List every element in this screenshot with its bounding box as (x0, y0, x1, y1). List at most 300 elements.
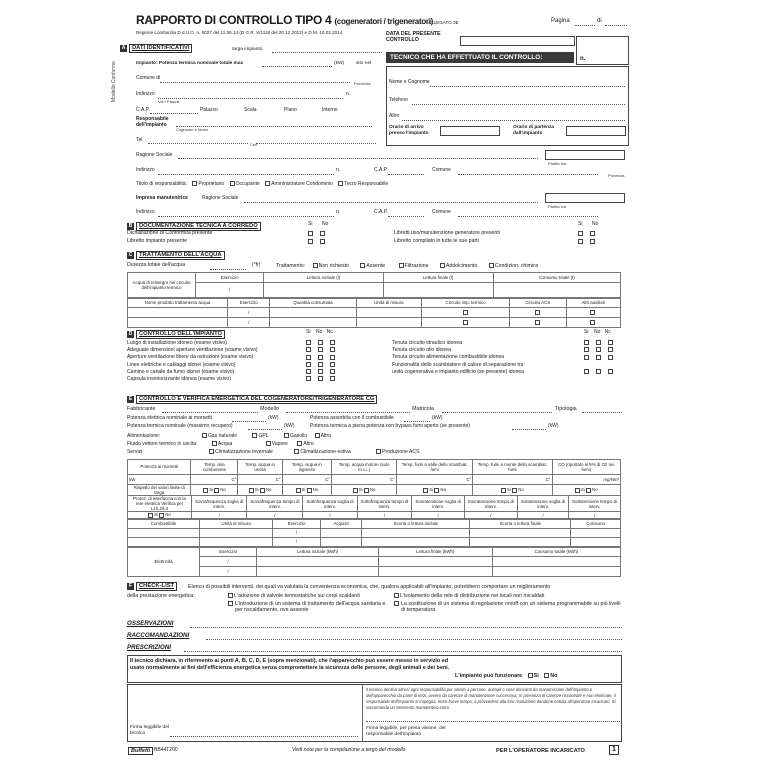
indirizzo-field[interactable] (158, 98, 343, 99)
d3-no[interactable] (318, 355, 323, 360)
elettr-fin-2[interactable] (378, 567, 492, 577)
prodotto-cell-2[interactable] (128, 318, 228, 328)
ragione-field[interactable] (178, 158, 538, 159)
occupante-label: Occupante (235, 180, 260, 187)
d2-no[interactable] (318, 347, 323, 352)
d5-si[interactable] (306, 369, 311, 374)
addolcimento-label: Addolcimento (446, 262, 478, 269)
d3-nc[interactable] (330, 355, 335, 360)
occupante-checkbox[interactable] (230, 181, 235, 186)
comb-unit-2[interactable] (200, 538, 273, 547)
d-right-item-4: Funzionalità dello scambiatore di calore di separazione tra (392, 361, 524, 368)
prot-v-5[interactable]: / (412, 512, 465, 519)
checklist-4-checkbox[interactable] (394, 601, 399, 606)
d10-nc[interactable] (608, 369, 613, 374)
checklist-intro2: della prestazione energetica: (127, 593, 195, 599)
prot-v-7[interactable]: / (517, 512, 568, 519)
d1-nc[interactable] (330, 340, 335, 345)
comb-acq-1[interactable] (320, 529, 362, 538)
d7-no[interactable] (596, 340, 601, 345)
misura-h-2: Temp. acqua in uscita (238, 460, 282, 475)
prot-h-5: Sovratensione soglia di interv. (412, 496, 465, 512)
d4-no[interactable] (318, 362, 323, 367)
assente-checkbox[interactable] (360, 263, 365, 268)
prot-v-6[interactable]: / (464, 512, 517, 519)
regione-note: Regione Lombardia D.d.U.O. n. 5027 del 11.06.14 (D.G.R. X/1118 del 20.12.2013) e D.M. 10.02.2014 (136, 30, 343, 35)
d2-si[interactable] (306, 347, 311, 352)
comb-fin-2[interactable] (470, 538, 571, 547)
prodotto-esercizio-cell-1[interactable]: / (228, 308, 270, 318)
gpl-label: GPL (258, 432, 269, 439)
checklist-3-checkbox[interactable] (394, 593, 399, 598)
d9-si[interactable] (584, 355, 589, 360)
alim-row (127, 433, 331, 440)
interno-label: Interno (322, 107, 338, 113)
d9-nc[interactable] (608, 355, 613, 360)
tecnico-tel-field[interactable] (412, 104, 625, 105)
b-libretto-no[interactable] (320, 239, 325, 244)
reintegro-header: Acqua di reintegro nel circuito dell'impianto termico (128, 273, 196, 298)
quantita-cell-2[interactable] (270, 318, 356, 328)
misura-h-0: Potenza ai morsetti (128, 460, 191, 475)
reintegro-iniziale-cell[interactable] (264, 283, 383, 298)
misura-unit-4[interactable]: C° (332, 475, 397, 485)
comb-ini-2[interactable] (362, 538, 470, 547)
modello-label: Modello (260, 406, 279, 412)
pot-by-label: Potenza termica a piena potenza con bypass fumi aperto (se presente) (310, 423, 470, 429)
d8-nc[interactable] (608, 347, 613, 352)
cognome-label: Cognome e Nome (176, 127, 209, 132)
d7-si[interactable] (584, 340, 589, 345)
amministratore-checkbox[interactable] (265, 181, 270, 186)
acqua-checkbox[interactable] (212, 441, 217, 446)
osservazioni-field[interactable] (190, 627, 622, 628)
fluido-altro-checkbox[interactable] (297, 441, 302, 446)
assente-label: Assente (366, 262, 386, 269)
elettr-cons-2[interactable] (492, 567, 620, 577)
section-e-header (127, 395, 377, 404)
rispetto-2-si-label: Si (254, 487, 259, 493)
pot-ass-field[interactable] (404, 421, 430, 422)
elettricita-table (127, 547, 621, 577)
piano-label: Piano (284, 107, 297, 113)
comb-fin-1[interactable] (470, 529, 571, 538)
page-number: 1 (609, 745, 619, 755)
comb-cell-1[interactable] (128, 529, 200, 538)
cap-label: C.A.P. (136, 107, 150, 113)
d4-si[interactable] (306, 362, 311, 367)
b-uso-no[interactable] (590, 231, 595, 236)
acqua-reintegro-table (127, 272, 621, 298)
prot-h-0: Protez. di interfaccia con la rete elettrica Verifica per L1/L2/L3 (128, 496, 192, 512)
rispetto-6-no-label: No (518, 487, 524, 493)
misura-unit-3[interactable]: C° (282, 475, 331, 485)
comune3-label: Comune (432, 209, 451, 215)
d6-nc[interactable] (330, 376, 335, 381)
d7-nc[interactable] (608, 340, 613, 345)
b-uso-si[interactable] (578, 231, 583, 236)
tecnico-altro-field[interactable] (402, 120, 625, 121)
titolo-label: Titolo di responsabilità: (136, 180, 187, 187)
prot-v-3[interactable]: / (303, 512, 357, 519)
durezza-field[interactable] (210, 269, 246, 270)
elettr-h-4: Consumo totale (kWh) (492, 548, 620, 557)
comb-cons-1[interactable] (571, 529, 621, 538)
prodotto-trattamento-table (127, 298, 621, 328)
partita-iva2-field[interactable] (545, 193, 625, 203)
cap3-field[interactable] (388, 216, 424, 217)
d3-si[interactable] (306, 355, 311, 360)
elettr-eserc-1[interactable]: / (200, 557, 257, 567)
rispetto-3-si[interactable] (296, 488, 301, 493)
indirizzo-label: Indirizzo (136, 91, 155, 97)
firma-responsabile-field[interactable] (366, 721, 620, 722)
tel-field[interactable] (148, 143, 248, 144)
d6-si[interactable] (306, 376, 311, 381)
alim-altro-checkbox[interactable] (315, 433, 320, 438)
gasolio-checkbox[interactable] (284, 433, 289, 438)
rispetto-1-si-label: Si (209, 487, 213, 493)
elettr-h-2: Lettura iniziale (kWh) (257, 548, 379, 557)
prot-v-2[interactable]: / (247, 512, 303, 519)
d1-si[interactable] (306, 340, 311, 345)
d9-no[interactable] (596, 355, 601, 360)
filtrazione-checkbox[interactable] (399, 263, 404, 268)
cap-field[interactable] (150, 113, 198, 114)
trattamento-row (276, 263, 538, 270)
b-compilato-no[interactable] (590, 239, 595, 244)
misura-unit-1[interactable]: C° (191, 475, 238, 485)
d2-nc[interactable] (330, 347, 335, 352)
matricola-field[interactable] (442, 412, 552, 413)
comune3-field[interactable] (458, 216, 598, 217)
vapore-label: Vapore (271, 440, 288, 447)
condizionamento-checkbox[interactable] (489, 263, 494, 268)
d1-no[interactable] (318, 340, 323, 345)
prot-h-1: Sovrafrequenza soglia di interv. (192, 496, 247, 512)
firma-responsabile-label: Firma leggibile, per presa visione, del responsabile dell'impianto (366, 726, 446, 737)
prot-no[interactable] (159, 513, 164, 518)
reintegro-lettura-iniziale-header: Lettura iniziale (l) (264, 273, 383, 283)
d8-si[interactable] (584, 347, 589, 352)
prot-v-1[interactable]: / (192, 512, 247, 519)
rispetto-cell-1 (191, 485, 238, 496)
prodotto-esercizio-cell-2[interactable]: / (228, 318, 270, 328)
rispetto-4-no[interactable] (364, 488, 369, 493)
checklist-2-checkbox[interactable] (228, 601, 233, 606)
rispetto-3-no[interactable] (307, 488, 312, 493)
puo-funzionare-label: L'impianto può funzionare (455, 673, 523, 679)
comb-h-1: Unità di misura (200, 520, 273, 529)
circ-acs-checkbox-1[interactable] (535, 310, 540, 315)
non-richiesto-checkbox[interactable] (313, 263, 318, 268)
checklist-item-1 (228, 593, 360, 599)
ragione-label: Ragione Sociale (136, 152, 173, 158)
section-a-title: DATI IDENTIFICATIVI (129, 44, 192, 53)
checklist-4-label: La sostituzione di un sistema di regolazione on/off con un sistema programmabile su più livelli di temperatura (401, 601, 621, 614)
civico2-label: n. (336, 167, 341, 173)
fabbricante-field[interactable] (162, 412, 258, 413)
elettr-eserc-2[interactable]: / (200, 567, 257, 577)
ausiliari-checkbox-2[interactable] (590, 320, 595, 325)
elettr-ini-1[interactable] (257, 557, 379, 567)
misura-unit-7[interactable]: mg/Nm³ (552, 475, 621, 485)
d10-no[interactable] (596, 369, 601, 374)
comb-h-5: Scorta o lettura finale (470, 520, 571, 529)
rispetto-2-si[interactable] (249, 488, 254, 493)
checklist-2-label: L'introduzione di un sistema di trattamento dell'acqua sanitaria e per riscaldamento, ove assente (235, 601, 386, 614)
b-conformita-no[interactable] (320, 231, 325, 236)
clima-est-checkbox[interactable] (294, 449, 299, 454)
terzo-resp-label: Terzo Responsabile (344, 180, 389, 187)
prot-h-3: Sottofrequenza soglia di interv. (303, 496, 357, 512)
partita-iva2-label: Partita Iva (548, 204, 567, 209)
comune-label: Comune di (136, 75, 161, 81)
misura-unit-5[interactable]: C° (397, 475, 473, 485)
rispetto-7-no[interactable] (586, 488, 591, 493)
d-left-item-6: Capsula insonorizzante idonea (esame visivo) (127, 376, 231, 383)
clima-inv-checkbox[interactable] (209, 449, 214, 454)
unita-cell-1[interactable] (356, 308, 422, 318)
section-d-badge: D (128, 330, 133, 337)
tipologia-field[interactable] (582, 412, 622, 413)
quantita-cell-1[interactable] (270, 308, 356, 318)
circuito-acs-header: Circuito ACS (509, 299, 566, 308)
rispetto-5-si[interactable] (423, 488, 428, 493)
b-no-header-right: No (592, 221, 599, 227)
d-right-item-2: Tenuta circuito olio idonea (392, 347, 451, 354)
rispetto-cell-6 (473, 485, 552, 496)
elettr-h-3: Lettura finale (kWh) (378, 548, 492, 557)
tecnico-altro-label: Altro (389, 113, 400, 119)
acs-label: Produzione ACS (382, 448, 420, 455)
data-controllo-field[interactable] (460, 36, 575, 46)
vapore-checkbox[interactable] (266, 441, 271, 446)
circuito-imp-header: Circuito imp. termico (422, 299, 510, 308)
rispetto-4-si-label: Si (358, 487, 363, 493)
via-label: Via / Piazza (158, 99, 180, 104)
comb-eserc-1[interactable]: / (273, 529, 320, 538)
ausiliari-header: Altri ausiliari (566, 299, 620, 308)
rispetto-3-si-label: Si (301, 487, 306, 493)
terzo-resp-checkbox[interactable] (338, 181, 343, 186)
reintegro-finale-cell[interactable] (383, 283, 493, 298)
circ-imp-checkbox-2[interactable] (463, 320, 468, 325)
civico-label: n. (346, 91, 351, 97)
fluido-altro-label: Altro (303, 440, 314, 447)
orario-arrivo-field[interactable] (440, 126, 500, 136)
alim-altro-label: Altro (320, 432, 332, 439)
brand-logo: Buffetti (128, 747, 153, 755)
indirizzo2-field[interactable] (158, 174, 334, 175)
ragione2-field[interactable] (244, 202, 538, 203)
prot-si[interactable] (148, 513, 153, 518)
d-si-left: Si (306, 329, 311, 335)
misura-unit-2[interactable]: C° (238, 475, 282, 485)
prot-v-8[interactable]: / (569, 512, 621, 519)
gas-label: Gas naturale (207, 432, 238, 439)
comune-field[interactable] (160, 82, 350, 83)
comb-acq-2[interactable] (320, 538, 362, 547)
prescrizioni-field[interactable] (184, 651, 622, 652)
rispetto-7-si[interactable] (575, 488, 580, 493)
misura-unit-0[interactable]: kW (128, 475, 191, 485)
alimentazione-label: Alimentazione: (127, 432, 161, 439)
targa-field[interactable] (272, 52, 382, 53)
provincia2-label: Provincia (608, 173, 625, 178)
pot-by-field[interactable] (512, 429, 546, 430)
pot-el-field[interactable] (232, 421, 266, 422)
footer-code: BB44T200 (154, 747, 178, 753)
d-no-left: No (316, 329, 323, 335)
d-headers-right (584, 330, 611, 336)
comune2-field[interactable] (458, 174, 598, 175)
checklist-3-label: L'isolamento della rete di distribuzione nei locali non riscaldati (400, 593, 545, 599)
ragione2-label: Ragione Sociale (202, 195, 239, 201)
tecnico-nome-field[interactable] (430, 86, 625, 87)
misura-unit-6[interactable]: C° (473, 475, 552, 485)
impianto-potenza-field[interactable] (262, 66, 332, 67)
reintegro-esercizio-cell[interactable]: / (196, 283, 264, 298)
matricola-label: Matricola (412, 406, 434, 412)
ausiliari-checkbox-1[interactable] (590, 310, 595, 315)
checklist-1-label: L'adozione di valvole termostatiche sui corpi scaldanti (234, 593, 360, 599)
fr-label: (°fr) (252, 262, 261, 268)
addolcimento-checkbox[interactable] (440, 263, 445, 268)
comb-eserc-2[interactable]: / (273, 538, 320, 547)
funziona-si-checkbox[interactable] (528, 673, 533, 678)
d6-no[interactable] (318, 376, 323, 381)
di-field[interactable] (605, 25, 627, 26)
cap2-label: C.A.P. (374, 167, 388, 173)
unita-header: Unità di misura (356, 299, 422, 308)
rispetto-cell-5 (397, 485, 473, 496)
reintegro-esercizio-header: Esercizio (196, 273, 264, 283)
section-c-header (127, 251, 225, 260)
tecnico-nome-label: Nome e Cognome (389, 79, 430, 85)
prot-v-4[interactable]: / (357, 512, 412, 519)
condizionamento-label: Condizion. chimico (494, 262, 539, 269)
pagina-field[interactable] (575, 25, 595, 26)
elettr-ini-2[interactable] (257, 567, 379, 577)
funziona-no-checkbox[interactable] (544, 673, 549, 678)
acs-checkbox[interactable] (376, 449, 381, 454)
durezza-label: Durezza totale dell'acqua (127, 262, 186, 268)
b-si-header: Si (308, 221, 313, 227)
orario-partenza-field[interactable] (566, 126, 626, 136)
circ-acs-cell-1 (509, 308, 566, 318)
prescrizioni-label: PRESCRIZIONI (127, 644, 172, 651)
circ-acs-checkbox-2[interactable] (535, 320, 540, 325)
pot-ass-kw: (kW) (432, 415, 443, 421)
misura-h-3: Temp. acqua in ingresso (282, 460, 331, 475)
reintegro-consumo-cell[interactable] (493, 283, 620, 298)
raccomandazioni-field[interactable] (206, 639, 622, 640)
rispetto-4-si[interactable] (353, 488, 358, 493)
pot-el-kw: (kW) (268, 415, 279, 421)
reintegro-lettura-finale-header: Lettura finale (l) (383, 273, 493, 283)
comb-cell-2[interactable] (128, 538, 200, 547)
checklist-item-4 (394, 601, 626, 613)
d4-nc[interactable] (330, 362, 335, 367)
section-e-title: CONTROLLO E VERIFICA ENERGETICA DEL COGENERATORE/TRIGENERATORE CG (136, 395, 377, 404)
rispetto-1-si[interactable] (203, 488, 208, 493)
firme-divider (362, 684, 363, 742)
cell-label: Cell (250, 142, 257, 147)
osservazioni-label: OSSERVAZIONI (127, 620, 174, 627)
rispetto-2-no[interactable] (260, 488, 265, 493)
b-checks-left-2 (308, 239, 326, 246)
elettr-fin-1[interactable] (378, 557, 492, 567)
checklist-1-checkbox[interactable] (228, 593, 233, 598)
palazzo-label: Palazzo (200, 107, 218, 113)
firma-tecnico-field[interactable] (170, 736, 358, 737)
d-left-checks (306, 340, 336, 383)
d5-nc[interactable] (330, 369, 335, 374)
rispetto-5-no-label: No (440, 487, 447, 493)
elettr-cons-1[interactable] (492, 557, 620, 567)
comb-unit-1[interactable] (200, 529, 273, 538)
misura-h-4: Temp. acqua motore (solo m.c.i.) (332, 460, 397, 475)
prodotto-cell-1[interactable] (128, 308, 228, 318)
elettr-label: Elettricità (128, 548, 200, 577)
b-compilato-si[interactable] (578, 239, 583, 244)
b-libretto-si[interactable] (308, 239, 313, 244)
form-title (136, 14, 433, 28)
gas-checkbox[interactable] (202, 433, 207, 438)
ausiliari-cell-1 (566, 308, 620, 318)
rispetto-1-no[interactable] (214, 488, 219, 493)
dichiarazione-text: Il tecnico dichiara, in riferimento ai punti A, B, C, D, E (sopra menzionati), che l'apparecchio può essere messo in servizio ed usato normalmente ai fini dell'efficienza energetica senza compromettere la sicurezza delle persone, degli animali e dei beni. (130, 658, 450, 672)
b-conformita-si[interactable] (308, 231, 313, 236)
modello-field[interactable] (286, 412, 410, 413)
d5-no[interactable] (318, 369, 323, 374)
indirizzo3-label: Indirizzo (136, 209, 155, 215)
pot-term-field[interactable] (248, 429, 282, 430)
rispetto-cell-4 (332, 485, 397, 496)
rispetto-6-no[interactable] (512, 488, 517, 493)
pot-ass-label: Potenza assorbita con il combustibile (310, 415, 394, 421)
impresa-label: Impresa manutentrice (136, 195, 188, 201)
d10-si[interactable] (584, 369, 589, 374)
d-right-item-5: unità cogenerativa e impianto edificio (se presente) idonea (392, 368, 524, 375)
d8-no[interactable] (596, 347, 601, 352)
comb-ini-1[interactable] (362, 529, 470, 538)
unita-cell-2[interactable] (356, 318, 422, 328)
clima-est-label: Climatizzazione estiva (300, 448, 351, 455)
proprietario-checkbox[interactable] (192, 181, 197, 186)
protezioni-table (127, 495, 621, 519)
b-item-conformita: Dichiarazione di Conformità presente (127, 230, 213, 236)
funziona-si-label: Si (533, 673, 539, 679)
comb-h-3: Acquisti (320, 520, 362, 529)
cell-field[interactable] (256, 143, 376, 144)
partita-iva-field[interactable] (545, 150, 625, 160)
prot-si-label: Si (154, 512, 159, 518)
misura-h-6: Temp. fumi a monte dello scambiat. fumi (473, 460, 552, 475)
circ-imp-checkbox-1[interactable] (463, 310, 468, 315)
gpl-checkbox[interactable] (252, 433, 257, 438)
tecnico-tel-label: Telefono (389, 97, 408, 103)
rispetto-6-si[interactable] (501, 488, 506, 493)
pot-by-kw: (kW) (548, 423, 559, 429)
comb-cons-2[interactable] (571, 538, 621, 547)
indirizzo3-field[interactable] (158, 216, 334, 217)
servizi-row (127, 449, 420, 456)
b-si-header-right: Si (578, 221, 583, 227)
cap2-field[interactable] (388, 174, 424, 175)
rispetto-5-no[interactable] (434, 488, 439, 493)
